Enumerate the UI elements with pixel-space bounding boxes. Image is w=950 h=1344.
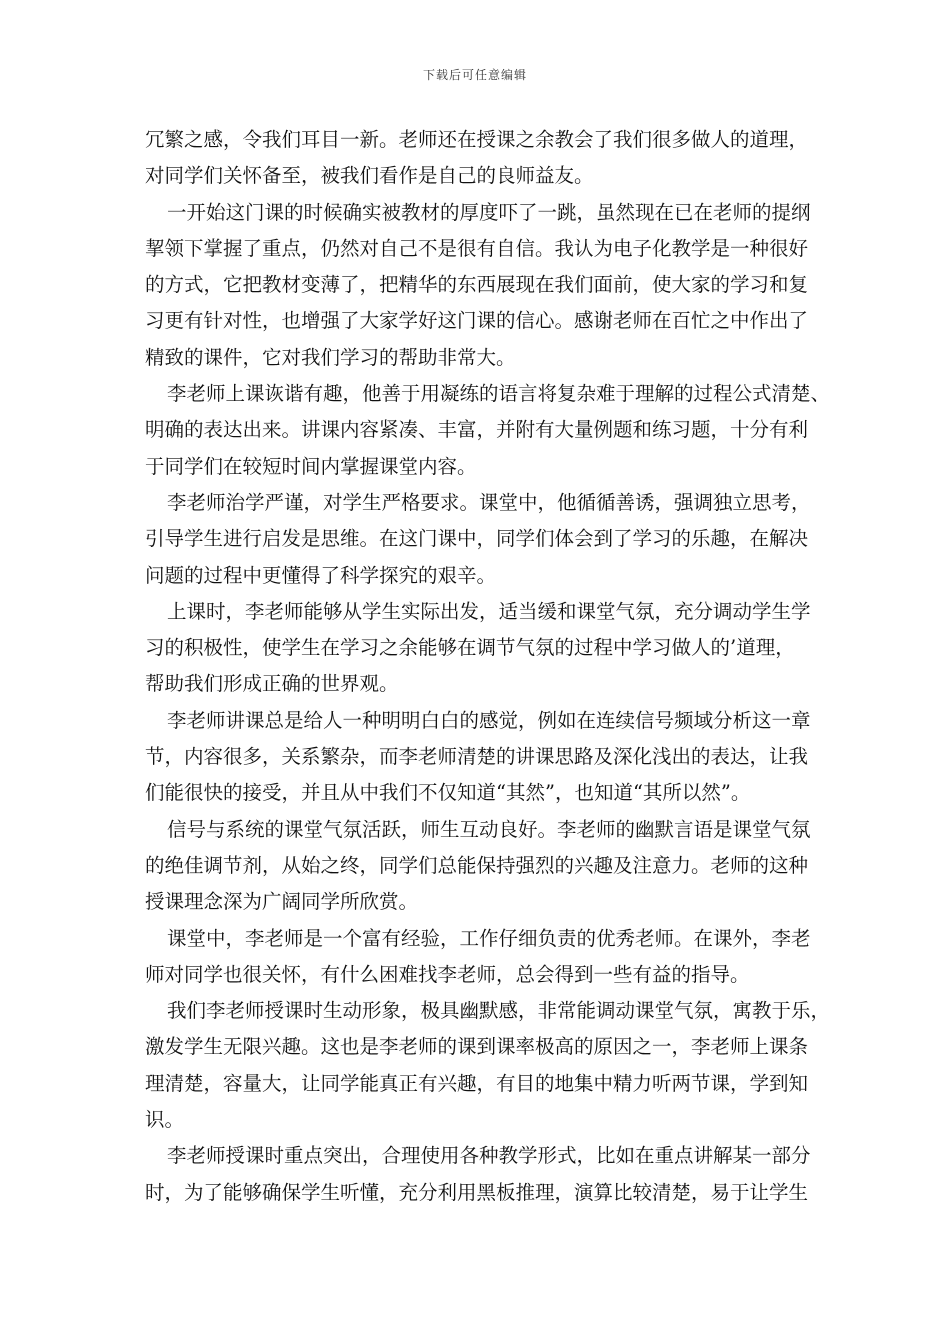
paragraph — [145, 703, 820, 812]
text-line: 我们李老师授课时生动形象，极具幽默感，非常能调动课堂气氛，寓教于乐， — [167, 999, 831, 1023]
paragraph — [145, 812, 820, 921]
text-line: 问题的过程中更懂得了科学探究的艰辛。 — [145, 563, 497, 587]
paragraph — [145, 1138, 820, 1211]
text-line: 冗繁之感，令我们耳目一新。老师还在授课之余教会了我们很多做人的道理， — [145, 128, 809, 151]
paragraph — [145, 993, 831, 1138]
text-line: 于同学们在较短时间内掌握课堂内容。 — [145, 454, 477, 478]
text-line: 精致的课件，它对我们学习的帮助非常大。 — [145, 345, 516, 369]
text-line: 习的积极性，使学生在学习之余能够在调节气氛的过程中学习做人的’道理， — [145, 636, 795, 660]
text-line: 上课时，李老师能够从学生实际出发，适当缓和课堂气氛，充分调动学生学 — [167, 599, 811, 623]
text-line: 师对同学也很关怀，有什么困难找李老师，总会得到一些有益的指导。 — [145, 962, 750, 986]
text-line: 帮助我们形成正确的世界观。 — [145, 672, 399, 696]
text-line: 的绝佳调节剂，从始之终，同学们总能保持强烈的兴趣及注意力。老师的这种 — [145, 853, 809, 877]
text-line: 课堂中，李老师是一个富有经验，工作仔细负责的优秀老师。在课外，李老 — [167, 926, 811, 950]
text-line: 明确的表达出来。讲课内容紧凑、丰富，并附有大量例题和练习题，十分有利 — [145, 418, 809, 442]
text-line: 挈领下掌握了重点，仍然对自己不是很有自信。我认为电子化教学是一种很好 — [145, 236, 809, 260]
text-line: 李老师上课诙谐有趣，他善于用凝练的语言将复杂难于理解的过程公式清楚、 — [167, 382, 831, 406]
text-line: 识。 — [145, 1108, 185, 1132]
paragraph — [145, 122, 820, 195]
text-line: 们能很快的接受，并且从中我们不仅知道“其然”，也知道“其所以然”。 — [145, 781, 751, 805]
text-line: 信号与系统的课堂气氛活跃，师生互动良好。李老师的幽默言语是课堂气氛 — [167, 817, 811, 841]
text-line: 李老师讲课总是给人一种明明白白的感觉，例如在连续信号频域分析这一章 — [167, 708, 811, 732]
text-line: 时，为了能够确保学生听懂，充分利用黑板推理，演算比较清楚，易于让学生 — [145, 1180, 809, 1204]
text-line: 李老师授课时重点突出，合理使用各种教学形式，比如在重点讲解某一部分 — [167, 1144, 811, 1168]
paragraph — [145, 594, 820, 703]
text-line: 理清楚，容量大，让同学能真正有兴趣，有目的地集中精力听两节课，学到知 — [145, 1071, 809, 1095]
text-line: 的方式，它把教材变薄了，把精华的东西展现在我们面前，使大家的学习和复 — [145, 273, 809, 297]
paragraph — [145, 376, 831, 485]
paragraph — [145, 195, 820, 376]
text-line: 习更有针对性，也增强了大家学好这门课的信心。感谢老师在百忙之中作出了 — [145, 309, 809, 333]
text-line: 授课理念深为广阔同学所欣赏。 — [145, 890, 419, 914]
text-line: 一开始这门课的时候确实被教材的厚度吓了一跳，虽然现在已在老师的提纲 — [167, 200, 811, 224]
page-header: 下载后可任意编辑 — [422, 68, 527, 82]
text-line: 节，内容很多，关系繁杂，而李老师清楚的讲课思路及深化浅出的表达，让我 — [145, 745, 809, 769]
paragraph — [145, 921, 820, 994]
text-line: 对同学们关怀备至，被我们看作是自己的良师益友。 — [145, 164, 594, 188]
text-line: 引导学生进行启发是思维。在这门课中，同学们体会到了学习的乐趣，在解决 — [145, 527, 809, 551]
text-line: 李老师治学严谨，对学生严格要求。课堂中，他循循善诱，强调独立思考， — [167, 490, 811, 514]
text-line: 激发学生无限兴趣。这也是李老师的课到课率极高的原因之一，李老师上课条 — [145, 1035, 809, 1059]
paragraph — [145, 485, 820, 594]
body-text — [145, 122, 831, 1211]
